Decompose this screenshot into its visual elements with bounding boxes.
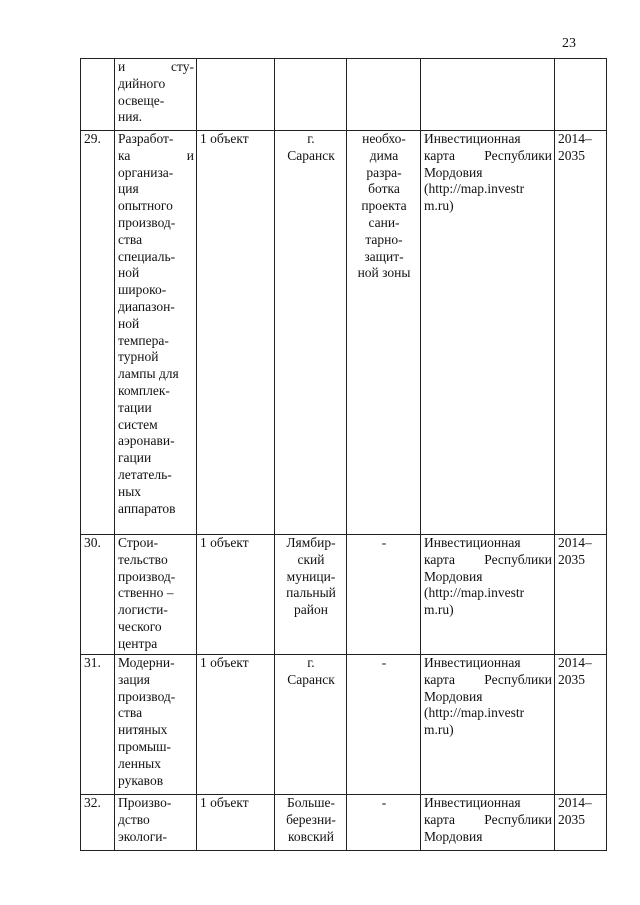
source-cell (421, 59, 555, 131)
cell-line: и сту- (118, 59, 194, 74)
page-number: 23 (562, 36, 576, 51)
cell-line: г. (307, 655, 315, 670)
cell-line: дима (369, 147, 399, 163)
location-cell (275, 655, 347, 795)
cell-line: m.ru) (424, 722, 454, 738)
cell-line: Инвестиционная (424, 131, 521, 146)
cell-line: карта Республики (424, 147, 552, 163)
object-name-cell (115, 59, 197, 131)
cell-line: диапазон- (118, 298, 175, 314)
cell-line: логисти- (118, 602, 168, 618)
cell-line: Больше- (286, 795, 336, 810)
cell-line: - (381, 655, 387, 670)
cell-line: Мордовия (424, 688, 483, 704)
source-cell (421, 535, 555, 655)
note-cell (347, 535, 421, 655)
cell-line: производ- (118, 214, 176, 230)
cell-line: аппаратов (118, 500, 176, 516)
term-cell (555, 795, 607, 851)
cell-line: проекта (361, 198, 407, 214)
cell-line: сани- (368, 214, 400, 230)
cell-line: пальный (286, 585, 336, 601)
cell-line: ковский (288, 828, 334, 844)
cell-text: 1 объект (200, 535, 249, 550)
amount-cell (197, 655, 275, 795)
term-cell (555, 535, 607, 655)
cell-line: 2014– (558, 535, 592, 550)
cell-line: систем (118, 416, 158, 432)
cell-line: Произво- (118, 795, 172, 810)
cell-line: Инвестиционная (424, 655, 521, 670)
row-number-cell (81, 655, 115, 795)
cell-line: 2035 (558, 551, 585, 567)
table-row (81, 795, 607, 851)
cell-line: лампы для (118, 366, 179, 382)
cell-text: 32. (84, 795, 101, 810)
cell-line: 2014– (558, 795, 592, 810)
cell-line: темпера- (118, 332, 169, 348)
cell-line: карта Республики (424, 551, 552, 567)
amount-cell (197, 59, 275, 131)
cell-line: освеще- (118, 92, 165, 108)
amount-cell (197, 131, 275, 535)
note-cell (347, 59, 421, 131)
amount-cell (197, 535, 275, 655)
cell-line: Мордовия (424, 164, 483, 180)
cell-line: нитяных (118, 722, 168, 738)
cell-line: m.ru) (424, 602, 454, 618)
row-number-cell (81, 59, 115, 131)
term-cell (555, 131, 607, 535)
cell-line: муници- (286, 568, 336, 584)
location-cell (275, 131, 347, 535)
cell-line: Модерни- (118, 655, 175, 670)
cell-line: ной (118, 265, 140, 281)
cell-line: защит- (364, 248, 404, 264)
cell-line: Инвестиционная (424, 535, 521, 550)
source-cell (421, 795, 555, 851)
cell-line: дийного (118, 75, 166, 91)
cell-line: ния. (118, 109, 143, 125)
row-number-cell (81, 535, 115, 655)
cell-line: тарно- (365, 231, 403, 247)
cell-line: ства (118, 705, 143, 721)
cell-line: аэронави- (118, 433, 175, 449)
cell-line: (http://map.investr (424, 181, 525, 197)
cell-line: Саранск (287, 147, 335, 163)
cell-line: ческого (118, 618, 162, 634)
cell-line: комплек- (118, 382, 170, 398)
cell-line: ной (118, 315, 140, 331)
cell-line: Разработ- (118, 131, 174, 146)
object-name-cell (115, 795, 197, 851)
cell-line: тельство (118, 551, 168, 567)
cell-line: m.ru) (424, 198, 454, 214)
cell-line: Мордовия (424, 568, 483, 584)
term-cell (555, 655, 607, 795)
cell-line: тации (118, 399, 152, 415)
cell-line: Инвестиционная (424, 795, 521, 810)
cell-line: производ- (118, 568, 176, 584)
cell-line: организа- (118, 164, 174, 180)
cell-line: Мордовия (424, 828, 483, 844)
cell-line: рукавов (118, 772, 164, 788)
cell-line: (http://map.investr (424, 585, 525, 601)
cell-line: производ- (118, 688, 176, 704)
cell-line: - (381, 535, 387, 550)
cell-line: ция (118, 181, 139, 197)
table-row (81, 535, 607, 655)
table-row (81, 59, 607, 131)
note-cell (347, 795, 421, 851)
note-cell (347, 655, 421, 795)
cell-line: гации (118, 450, 152, 466)
object-name-cell (115, 131, 197, 535)
cell-line: широко- (118, 282, 167, 298)
cell-line: дство (118, 811, 150, 827)
cell-line: ных (118, 483, 142, 499)
cell-line: центра (118, 635, 158, 651)
cell-line: ботка (368, 181, 400, 197)
cell-line: летатель- (118, 466, 172, 482)
table-row (81, 131, 607, 535)
cell-line: - (381, 795, 387, 810)
term-cell (555, 59, 607, 131)
cell-line: ский (297, 551, 325, 567)
row-number-cell (81, 131, 115, 535)
cell-line: 2035 (558, 671, 585, 687)
cell-line: экологи- (118, 828, 167, 844)
objects-table (80, 58, 607, 851)
cell-line: (http://map.investr (424, 705, 525, 721)
cell-line: ка и (118, 147, 194, 163)
objects-table-body (81, 59, 607, 851)
cell-line: Саранск (287, 671, 335, 687)
cell-text: 1 объект (200, 655, 249, 670)
cell-line: Лямбир- (286, 535, 336, 550)
cell-text: 1 объект (200, 795, 249, 810)
cell-line: специаль- (118, 248, 176, 264)
cell-text: 31. (84, 655, 101, 670)
cell-line: зация (118, 671, 150, 687)
cell-line: 2035 (558, 811, 585, 827)
cell-text: 29. (84, 131, 101, 146)
amount-cell (197, 795, 275, 851)
source-cell (421, 655, 555, 795)
cell-line: ства (118, 231, 143, 247)
row-number-cell (81, 795, 115, 851)
cell-line: разра- (366, 164, 402, 180)
cell-line: 2035 (558, 147, 585, 163)
note-cell (347, 131, 421, 535)
cell-line: ной зоны (357, 265, 411, 281)
object-name-cell (115, 535, 197, 655)
cell-line: 2014– (558, 131, 592, 146)
location-cell (275, 59, 347, 131)
object-name-cell (115, 655, 197, 795)
location-cell (275, 795, 347, 851)
table-row (81, 655, 607, 795)
cell-line: ственно – (118, 585, 174, 601)
source-cell (421, 131, 555, 535)
cell-line: промыш- (118, 738, 171, 754)
cell-line: турной (118, 349, 159, 365)
cell-line: карта Республики (424, 811, 552, 827)
location-cell (275, 535, 347, 655)
cell-line: район (294, 602, 328, 618)
cell-line: карта Республики (424, 671, 552, 687)
cell-text: 1 объект (200, 131, 249, 146)
cell-text: 30. (84, 535, 101, 550)
cell-line: березни- (286, 811, 336, 827)
cell-line: ленных (118, 755, 161, 771)
cell-line: 2014– (558, 655, 592, 670)
cell-line: г. (307, 131, 315, 146)
cell-line: Строи- (118, 535, 159, 550)
cell-line: необхо- (362, 131, 406, 146)
cell-line: опытного (118, 198, 173, 214)
